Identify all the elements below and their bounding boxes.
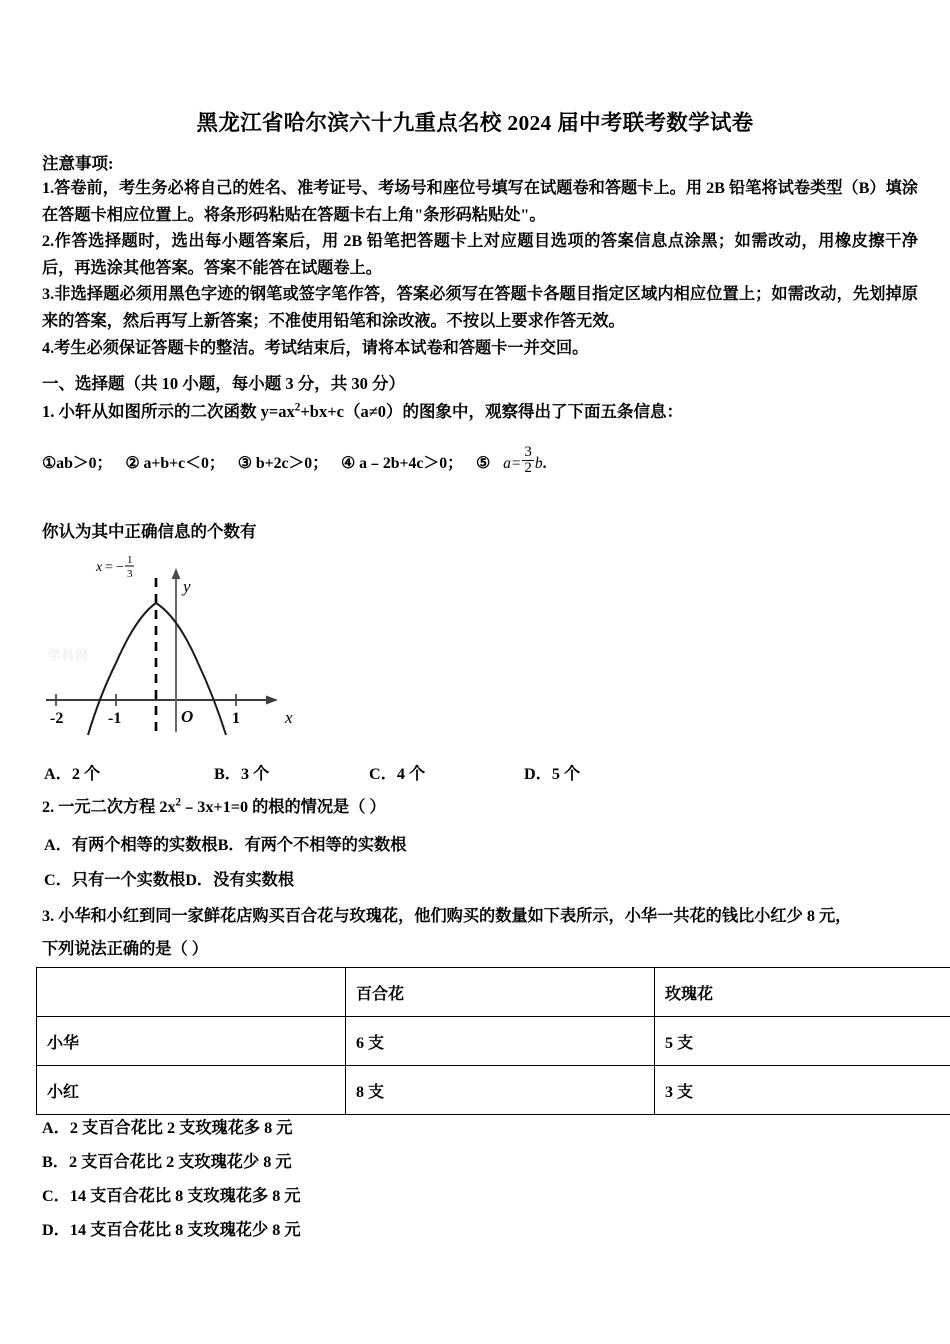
option-text: 有两个不相等的实数根	[244, 836, 407, 854]
option-text: 4 个	[396, 765, 426, 783]
info-fraction-lhs: a	[503, 454, 511, 472]
question-1-info-list	[42, 445, 922, 477]
table-cell-rose: 5 支	[655, 1017, 950, 1066]
option-text: 14 支百合花比 8 支玫瑰花少 8 元	[69, 1221, 301, 1239]
info-marker-4: ④	[341, 454, 356, 472]
table-header-row	[37, 968, 950, 1017]
info-text-2: a+b+c＜0；	[143, 454, 225, 472]
axis-of-symmetry-denominator: 3	[127, 568, 133, 580]
table-header-lily: 百合花	[346, 968, 655, 1017]
question-2-stem	[42, 793, 386, 817]
question-3-stem	[42, 900, 922, 966]
fraction-numerator: 3	[524, 444, 532, 460]
table-cell-rose: 3 支	[655, 1066, 950, 1115]
question-3-option-d[interactable]	[42, 1213, 922, 1247]
option-text: 3 个	[240, 765, 270, 783]
table-cell-lily: 8 支	[346, 1066, 655, 1115]
info-fraction-equals: =	[510, 454, 522, 472]
parabola-svg	[38, 545, 348, 760]
info-fraction	[522, 445, 534, 477]
table-cell-lily: 6 支	[346, 1017, 655, 1066]
question-1-stem	[42, 398, 922, 422]
option-text: 2 支百合花比 2 支玫瑰花多 8 元	[69, 1119, 293, 1137]
option-key: C．	[369, 765, 397, 783]
option-text: 5 个	[551, 765, 581, 783]
notice-list	[42, 175, 918, 361]
notice-heading: 注意事项:	[42, 154, 114, 173]
x-axis-arrow	[266, 696, 278, 705]
option-key: B．	[42, 1153, 69, 1171]
question-3-option-c[interactable]	[42, 1179, 922, 1213]
x-tick-label-minus2: -2	[50, 710, 64, 727]
axis-of-symmetry-label-minus: −	[116, 560, 124, 575]
info-fraction-period: .	[542, 454, 547, 472]
table-row	[37, 1066, 950, 1115]
question-3-number: 3.	[42, 907, 55, 925]
question-1-number: 1.	[42, 402, 55, 421]
question-3-stem-line-1	[42, 900, 922, 933]
question-1-option-b[interactable]	[214, 760, 369, 784]
option-key: C．	[44, 871, 72, 889]
option-key: D．	[524, 765, 552, 783]
info-marker-2: ②	[125, 454, 140, 472]
info-text-4: a﹣2b+4c＞0；	[359, 454, 463, 472]
question-2-stem-suffix: ﹣3x+1=0 的根的情况是（ ）	[181, 798, 386, 816]
option-key: D．	[42, 1221, 70, 1239]
axis-of-symmetry-label-equals: =	[105, 560, 113, 575]
question-2-stem-superscript: 2	[175, 796, 182, 809]
info-text-3: b+2c＞0；	[255, 454, 329, 472]
info-marker-3: ③	[237, 454, 252, 472]
fraction-denominator: 2	[524, 460, 532, 477]
question-2-options-row-1	[44, 831, 920, 855]
question-2-stem-prefix: 一元二次方程 2x	[58, 798, 176, 816]
page-title: 黑龙江省哈尔滨六十九重点名校 2024 届中考联考数学试卷	[196, 111, 754, 135]
option-key: D．	[185, 871, 214, 889]
option-text: 有两个相等的实数根	[71, 836, 218, 854]
table-header-rose: 玫瑰花	[655, 968, 950, 1017]
option-text: 2 支百合花比 2 支玫瑰花少 8 元	[68, 1153, 292, 1171]
axis-of-symmetry-label-x: x	[96, 560, 103, 575]
option-key: A．	[44, 836, 72, 854]
question-3-option-b[interactable]	[42, 1145, 922, 1179]
option-key: B．	[217, 836, 245, 854]
info-fraction-rhs: b	[534, 454, 543, 472]
question-1-parabola-figure	[38, 545, 348, 760]
question-2-option-d[interactable]	[185, 871, 294, 889]
question-1-stem-prefix: 小轩从如图所示的二次函数 y=ax	[58, 402, 295, 421]
question-3-option-a[interactable]	[42, 1111, 922, 1145]
question-1-option-c[interactable]	[369, 760, 524, 784]
question-3-options	[42, 1111, 922, 1247]
notice-item: 3.非选择题必须用黑色字迹的钢笔或签字笔作答，答案必须写在答题卡各题目指定区域内相应位置上；如需改动，先划掉原来的答案，然后再写上新答案；不准使用铅笔和涂改液。不按以上要求作答无效。	[42, 285, 918, 330]
y-axis-arrow	[172, 568, 181, 579]
section-heading: 一、选择题（共 10 小题，每小题 3 分，共 30 分）	[42, 374, 405, 393]
info-marker-1: ①	[42, 454, 57, 472]
option-key: B．	[214, 765, 241, 783]
question-1-option-d[interactable]	[524, 760, 580, 784]
origin-label: O	[181, 707, 194, 726]
option-key: A．	[42, 1119, 70, 1137]
table-cell-name: 小华	[37, 1017, 346, 1066]
question-3-stem-text: 小华和小红到同一家鲜花店购买百合花与玫瑰花，他们购买的数量如下表所示，小华一共花的钱比小红少 8 元，	[58, 907, 852, 925]
info-text-1: ab＞0；	[56, 454, 113, 472]
question-1-option-a[interactable]	[44, 760, 214, 784]
question-2-option-a[interactable]	[44, 836, 218, 854]
question-2-option-b[interactable]	[218, 836, 407, 854]
question-1-options	[44, 760, 920, 784]
question-2-option-c[interactable]	[44, 871, 185, 889]
notice-item: 4.考生必须保证答题卡的整洁。考试结束后，请将本试卷和答题卡一并交回。	[42, 338, 589, 357]
notice-item: 1.答卷前，考生务必将自己的姓名、准考证号、考场号和座位号填写在试题卷和答题卡上。用 2B 铅笔将试卷类型（B）填涂在答题卡相应位置上。将条形码粘贴在答题卡右上角"条形码粘贴处"。	[42, 179, 918, 224]
question-3-stem-line-2: 下列说法正确的是（ ）	[42, 940, 208, 958]
axis-of-symmetry-numerator: 1	[127, 554, 133, 566]
option-text: 14 支百合花比 8 支玫瑰花多 8 元	[69, 1187, 301, 1205]
x-axis-label: x	[285, 708, 293, 727]
option-text: 2 个	[71, 765, 101, 783]
watermark-text: 学科网	[48, 648, 89, 663]
info-marker-5: ⑤	[475, 454, 491, 472]
flower-quantity-table	[36, 967, 950, 1115]
question-1-stem-suffix: +bx+c（a≠0）的图象中，观察得出了下面五条信息：	[300, 402, 684, 421]
x-tick-label-minus1: -1	[108, 710, 122, 727]
y-axis-label: y	[183, 577, 191, 596]
notice-item: 2.作答选择题时，选出每小题答案后，用 2B 铅笔把答题卡上对应题目选项的答案信息点涂黑；如需改动，用橡皮擦干净后，再选涂其他答案。答案不能答在试题卷上。	[42, 232, 918, 277]
x-tick-label-1: 1	[232, 710, 240, 727]
table-row	[37, 1017, 950, 1066]
question-2-options-row-2	[44, 866, 920, 890]
option-key: C．	[42, 1187, 70, 1205]
option-text: 没有实数根	[213, 871, 295, 889]
question-2-number: 2.	[42, 798, 55, 816]
table-cell-name: 小红	[37, 1066, 346, 1115]
question-1-stem-superscript: 2	[294, 401, 301, 414]
option-key: A．	[44, 765, 72, 783]
question-1-ask: 你认为其中正确信息的个数有	[42, 522, 257, 541]
table-header-corner	[37, 968, 346, 1017]
option-text: 只有一个实数根	[71, 871, 186, 889]
